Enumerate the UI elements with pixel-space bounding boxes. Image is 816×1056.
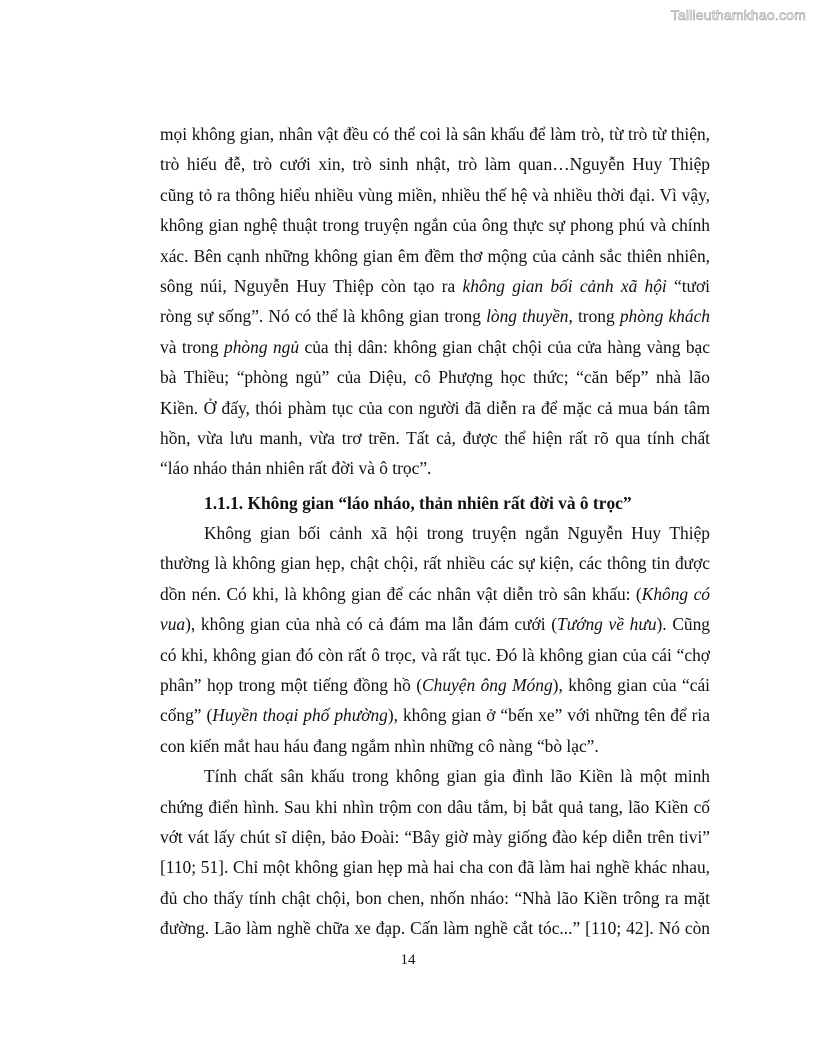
italic-term: không gian bối cảnh xã hội <box>462 275 667 296</box>
text-line: đủ cho thấy tính chật chội, bon chen, nhốn nháo: “Nhà lão Kiền trông ra mặt <box>160 887 710 908</box>
text-run: ), không gian của “cái <box>552 675 710 696</box>
text-line: đường. Lão làm nghề chữa xe đạp. Cấn làm nghề cắt tóc...” [110; 42]. Nó còn <box>160 918 710 939</box>
text-line <box>160 700 710 730</box>
text-line: bà Thiều; “phòng ngủ” của Diệu, cô Phượng học thức; “căn bếp” nhà lão <box>160 367 710 388</box>
text-line: không gian nghệ thuật trong truyện ngắn của ông thực sự phong phú và chính <box>160 215 710 236</box>
paragraph <box>160 518 710 761</box>
text-run: ). Cũng <box>656 614 710 635</box>
text-line: Không gian bối cảnh xã hội trong truyện ngắn Nguyễn Huy Thiệp <box>204 523 710 544</box>
text-run: sông núi, Nguyễn Huy Thiệp còn tạo ra <box>160 275 463 296</box>
text-run: dồn nén. Có khi, là không gian để các nhân vật diễn trò sân khấu: ( <box>160 583 642 604</box>
italic-term: lòng thuyền <box>486 306 569 327</box>
text-line: Kiền. Ở đấy, thói phàm tục của con người đã diễn ra để mặc cả mua bán tâm <box>160 397 710 418</box>
paragraph <box>160 119 710 484</box>
text-line <box>160 579 710 609</box>
text-line: trò hiếu đễ, trò cưới xin, trò sinh nhật, trò làm quan…Nguyễn Huy Thiệp <box>160 154 710 175</box>
text-run: ), không gian của nhà có cả đám ma lẫn đám cưới ( <box>185 614 558 635</box>
text-run: cống” ( <box>160 705 213 726</box>
page-body <box>160 119 710 944</box>
section-heading: 1.1.1. Không gian “láo nháo, thản nhiên rất đời và ô trọc” <box>204 492 632 513</box>
text-run: ), không gian ở “bến xe” với những tên để ria <box>387 705 710 726</box>
italic-title: Huyền thoại phố phường <box>212 705 388 726</box>
text-line: chứng điển hình. Sau khi nhìn trộm con dâu tắm, bị bắt quả tang, lão Kiền cố <box>160 796 710 817</box>
text-run: phân” họp trong một tiếng đồng hồ ( <box>160 675 423 696</box>
italic-term: phòng ngủ <box>224 336 300 357</box>
text-run: ròng sự sống”. Nó có thể là không gian trong <box>160 306 487 327</box>
text-line: [110; 51]. Chỉ một không gian hẹp mà hai cha con đã làm hai nghề khác nhau, <box>160 857 710 878</box>
italic-title: vua <box>160 614 186 635</box>
text-line: mọi không gian, nhân vật đều có thể coi là sân khấu để làm trò, từ trò từ thiện, <box>160 124 710 144</box>
text-line: có khi, không gian đó còn rất ô trọc, và rất tục. Đó là không gian của cái “chợ <box>160 644 710 665</box>
italic-term: phòng khách <box>619 306 710 327</box>
paragraph <box>160 761 710 943</box>
text-line: con kiến mắt hau háu đang ngắm nhìn những cô nàng “bò lạc”. <box>160 735 599 756</box>
text-line: thường là không gian hẹp, chật chội, rất nhiều các sự kiện, các thông tin được <box>160 553 710 574</box>
text-line: “láo nháo thản nhiên rất đời và ô trọc”. <box>160 458 432 479</box>
text-run: của thị dân: không gian chật chội của cửa hàng vàng bạc <box>299 336 710 357</box>
italic-title: Không có <box>641 583 710 604</box>
italic-title: Chuyện ông Móng <box>422 675 553 696</box>
text-line: cũng tỏ ra thông hiểu nhiều vùng miền, nhiều thế hệ và nhiều thời đại. Vì vậy, <box>160 184 710 205</box>
text-line <box>160 670 710 700</box>
text-run: “tươi <box>666 275 710 296</box>
text-line <box>160 332 710 362</box>
text-line: vớt vát lấy chút sĩ diện, bảo Đoài: “Bây giờ mày giống đào kép diễn trên tivi” <box>160 826 710 847</box>
italic-title: Tướng về hưu <box>557 614 657 635</box>
watermark: Tailieuthamkhao.com <box>670 7 806 23</box>
text-run: và trong <box>160 336 225 357</box>
page-number: 14 <box>400 952 416 968</box>
text-line: xác. Bên cạnh những không gian êm đềm thơ mộng của cảnh sắc thiên nhiên, <box>160 245 710 266</box>
text-line <box>160 271 710 301</box>
text-run: , trong <box>568 306 620 327</box>
text-line: Tính chất sân khấu trong không gian gia đình lão Kiền là một minh <box>204 766 710 787</box>
text-line: hồn, vừa lưu manh, vừa trơ trẽn. Tất cả, được thể hiện rất rõ qua tính chất <box>160 427 710 448</box>
text-line <box>160 609 710 639</box>
text-line <box>160 301 710 331</box>
